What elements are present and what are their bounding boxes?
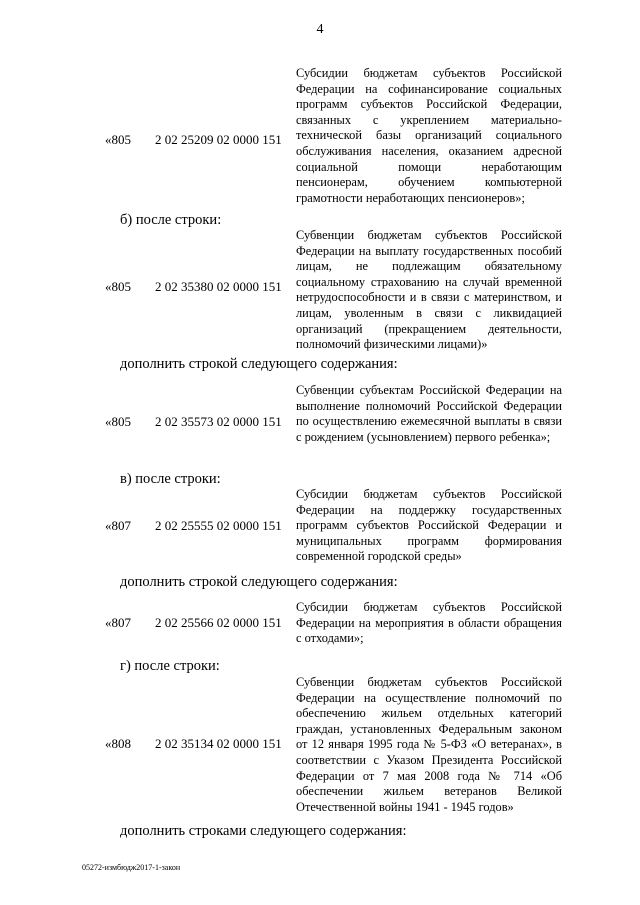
admin-code: «807 — [105, 615, 131, 630]
instruction-text: дополнить строками следующего содержания: — [120, 823, 407, 839]
admin-code: «807 — [105, 518, 131, 533]
budget-code: 2 02 25566 02 0000 151 — [155, 615, 282, 630]
row-description: Субвенции бюджетам субъектов Российской Федерации на выплату государственных пособий лицам, не подлежащим обязательному социальному страхованию на случай временной нетрудоспособности и в связи с материнством, и лицам, уволенным в связи с ликвидацией организаций (прекращением деятельности, полномочий физическими лицами)» — [296, 228, 562, 352]
row-description: Субвенции бюджетам субъектов Российской Федерации на осуществление полномочий по обеспечению жильем отдельных категорий граждан, установленных Федеральным законом от 12 января 1995 года № 5-ФЗ «О ветеранах», в соответствии с Указом Президента Российской Федерации от 7 мая 2008 года № 714 «Об обеспечении жильем ветеранов Великой Отечественной войны 1941 - 1945 годов» — [296, 675, 562, 814]
instruction-text: б) после строки: — [120, 212, 222, 228]
budget-code: 2 02 25209 02 0000 151 — [155, 132, 282, 147]
admin-code: «805 — [105, 279, 131, 294]
instruction-text: г) после строки: — [120, 658, 220, 674]
row-description: Субсидии бюджетам субъектов Российской Федерации на поддержку государственных программ субъектов Российской Федерации и муниципальных программ формирования современной городской среды» — [296, 487, 562, 564]
instruction-text: в) после строки: — [120, 471, 221, 487]
row-description: Субсидии бюджетам субъектов Российской Федерации на мероприятия в области обращения с отходами»; — [296, 600, 562, 646]
budget-code: 2 02 25555 02 0000 151 — [155, 518, 282, 533]
instruction-text: дополнить строкой следующего содержания: — [120, 574, 398, 590]
admin-code: «805 — [105, 132, 131, 147]
row-description: Субвенции субъектам Российской Федерации на выполнение полномочий Российской Федерации по осуществлению ежемесячной выплаты в связи с рождением (усыновлением) первого ребенка»; — [296, 383, 562, 444]
page-number: 4 — [316, 22, 324, 37]
document-footer: 05272-измбюдж2017-1-закон — [82, 863, 181, 872]
admin-code: «808 — [105, 736, 131, 751]
budget-code: 2 02 35380 02 0000 151 — [155, 279, 282, 294]
admin-code: «805 — [105, 414, 131, 429]
row-description: Субсидии бюджетам субъектов Российской Федерации на софинансирование социальных программ субъектов Российской Федерации, связанных с укреплением материально-технической базы организаций социального обслуживания населения, оказанием адресной социальной помощи неработающим пенсионерам, обучением компьютерной грамотности неработающих пенсионеров»; — [296, 66, 562, 205]
instruction-text: дополнить строкой следующего содержания: — [120, 356, 398, 372]
budget-code: 2 02 35573 02 0000 151 — [155, 414, 282, 429]
budget-code: 2 02 35134 02 0000 151 — [155, 736, 282, 751]
